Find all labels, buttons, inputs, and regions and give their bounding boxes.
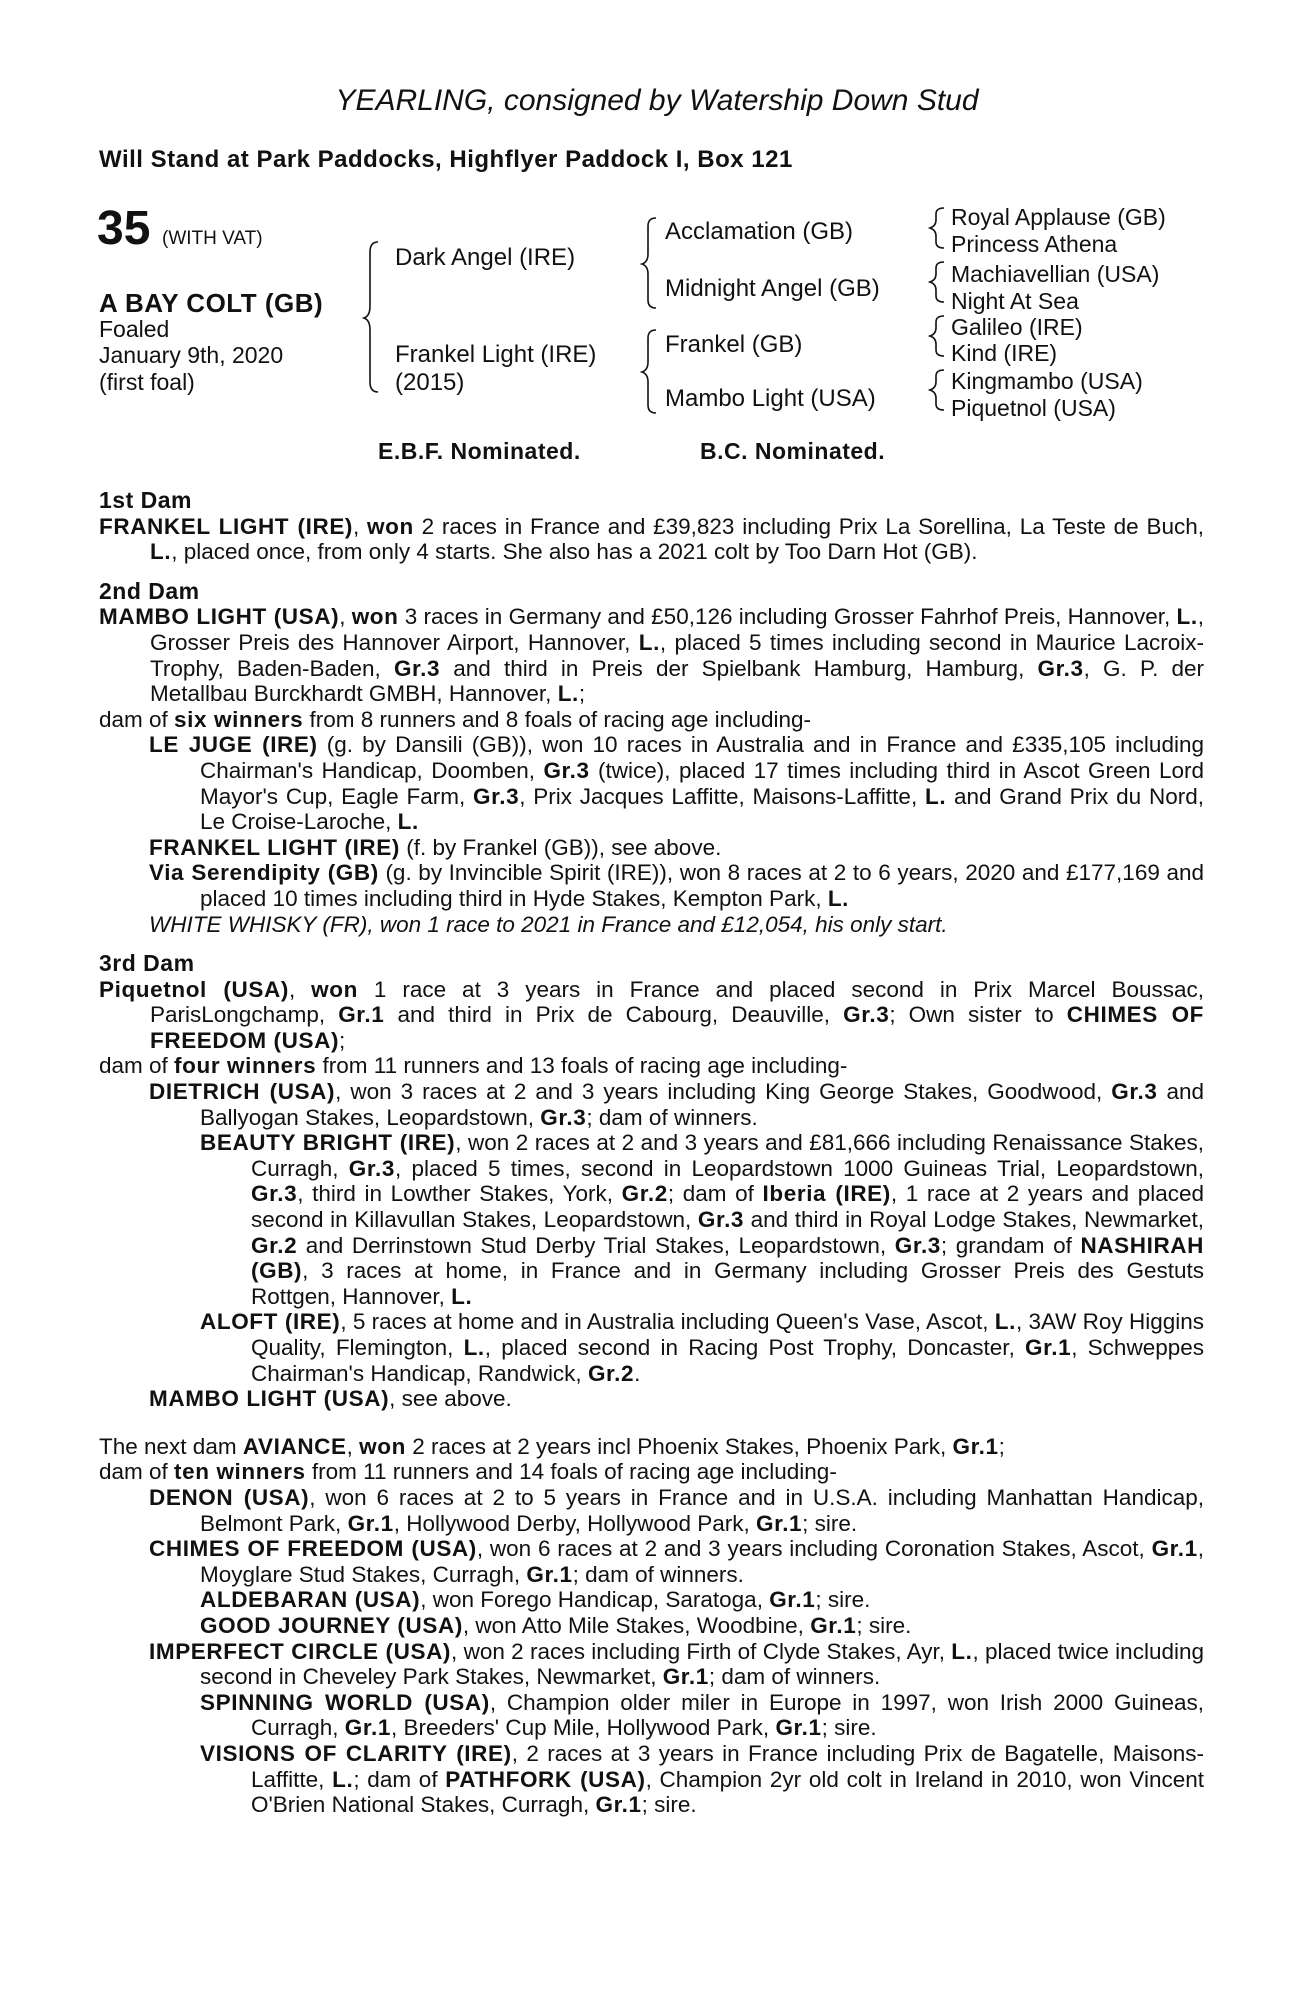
produce-entry: DENON (USA), won 6 races at 2 to 5 years in France and in U.S.A. including Manhattan Handicap, Belmont Park, Gr.1, Hollywood Derby, Hollywood Park, Gr.1; sire. xyxy=(149,1484,1204,1536)
pedigree-g3-4: Night At Sea xyxy=(951,288,1079,314)
produce-entry: Via Serendipity (GB) (g. by Invincible Spirit (IRE)), won 8 races at 2 to 6 years, 2020 and £177,169 and placed 10 times including third in Hyde Stakes, Kempton Park, L. xyxy=(149,860,1204,911)
produce-entry: ALOFT (IRE), 5 races at home and in Australia including Queen's Vase, Ascot, L., 3AW Roy Higgins Quality, Flemington, L., placed second in Racing Post Trophy, Doncaster, Gr.1, Schweppes Chairman's Handicap, Randwick, Gr.2. xyxy=(200,1309,1204,1386)
pedigree-g3-3: Machiavellian (USA) xyxy=(951,261,1160,287)
produce-entry: CHIMES OF FREEDOM (USA), won 6 races at 2 and 3 years including Coronation Stakes, Ascot, Gr.1, Moyglare Stud Stakes, Curragh, Gr.1; dam of winners. xyxy=(149,1536,1205,1587)
produce-entry: GOOD JOURNEY (USA), won Atto Mile Stakes, Woodbine, Gr.1; sire. xyxy=(200,1612,912,1638)
first-dam-heading: 1st Dam xyxy=(99,487,192,513)
second-dam-produce-summary: dam of six winners from 8 runners and 8 foals of racing age including- xyxy=(99,706,811,732)
pedigree-g3-2: Princess Athena xyxy=(951,231,1118,257)
pedigree-g3-7: Kingmambo (USA) xyxy=(951,368,1143,394)
pedigree-g3-1: Royal Applause (GB) xyxy=(951,204,1166,230)
pedigree-sire: Dark Angel (IRE) xyxy=(395,244,576,271)
pedigree-sire-sire: Acclamation (GB) xyxy=(665,218,854,245)
first-dam-entry: FRANKEL LIGHT (IRE), won 2 races in France and £39,823 including Prix La Sorellina, La Teste de Buch, L., placed once, from only 4 starts. She also has a 2021 colt by Too Darn Hot (GB). xyxy=(99,513,1204,565)
produce-entry: BEAUTY BRIGHT (IRE), won 2 races at 2 and 3 years and £81,666 including Renaissance Stakes, Curragh, Gr.3, placed 5 times, second in Leopardstown 1000 Guineas Trial, Leopardstown, Gr.3, third in Lowther Stakes, York, Gr.2; dam of Iberia (IRE), 1 race at 2 years and placed second in Killavullan Stakes, Leopardstown, Gr.3 and third in Royal Lodge Stakes, Newmarket, Gr.2 and Derrinstown Stud Derby Trial Stakes, Leopardstown, Gr.3; grandam of NASHIRAH (GB), 3 races at home, in France and in Germany including Grosser Preis des Gestuts Rottgen, Hannover, L. xyxy=(200,1130,1205,1309)
pedigree-g3-6: Kind (IRE) xyxy=(951,340,1058,366)
pedigree-g3-5: Galileo (IRE) xyxy=(951,314,1083,340)
second-dam-heading: 2nd Dam xyxy=(99,577,200,604)
third-dam-entry: Piquetnol (USA), won 1 race at 3 years in France and placed second in Prix Marcel Boussac, ParisLongchamp, Gr.1 and third in Prix de Cabourg, Deauville, Gr.3; Own sister to CHIMES OF FREEDOM (USA); xyxy=(99,976,1205,1053)
produce-record xyxy=(99,488,1204,1818)
next-dam-produce-summary: dam of ten winners from 11 runners and 14 foals of racing age including- xyxy=(99,1459,837,1485)
pedigree-sire-dam: Midnight Angel (GB) xyxy=(665,275,880,302)
produce-entry: VISIONS OF CLARITY (IRE), 2 races at 3 years in France including Prix de Bagatelle, Maisons-Laffitte, L.; dam of PATHFORK (USA), Champion 2yr old colt in Ireland in 2010, won Vincent O'Brien National Stakes, Curragh, Gr.1; sire. xyxy=(200,1740,1204,1818)
produce-entry: LE JUGE (IRE) (g. by Dansili (GB)), won 10 races in Australia and in France and £335,105 including Chairman's Handicap, Doomben, Gr.3 (twice), placed 17 times including third in Ascot Green Lord Mayor's Cup, Eagle Farm, Gr.3, Prix Jacques Laffitte, Maisons-Laffitte, L. and Grand Prix du Nord, Le Croise-Laroche, L. xyxy=(149,732,1204,835)
produce-entry: ALDEBARAN (USA), won Forego Handicap, Saratoga, Gr.1; sire. xyxy=(200,1587,871,1613)
pedigree-dam-sire: Frankel (GB) xyxy=(665,331,803,358)
produce-entry: WHITE WHISKY (FR), won 1 race to 2021 in France and £12,054, his only start. xyxy=(149,911,948,937)
catalogue-header: YEARLING, consigned by Watership Down Stud xyxy=(335,84,979,117)
next-dam-entry: The next dam AVIANCE, won 2 races at 2 years incl Phoenix Stakes, Phoenix Park, Gr.1; xyxy=(99,1433,1005,1459)
pedigree-dam-year: (2015) xyxy=(395,369,465,396)
lot-description: A BAY COLT (GB) xyxy=(99,288,324,318)
pedigree-dam: Frankel Light (IRE) xyxy=(395,341,597,368)
third-dam-heading: 3rd Dam xyxy=(99,950,195,977)
ebf-nomination: E.B.F. Nominated. xyxy=(378,438,581,464)
produce-entry: MAMBO LIGHT (USA), see above. xyxy=(149,1386,512,1412)
produce-entry: IMPERFECT CIRCLE (USA), won 2 races including Firth of Clyde Stakes, Ayr, L., placed twice including second in Cheveley Park Stakes, Newmarket, Gr.1; dam of winners. xyxy=(149,1638,1204,1690)
produce-entry: FRANKEL LIGHT (IRE) (f. by Frankel (GB)), see above. xyxy=(149,834,722,860)
third-dam-produce-summary: dam of four winners from 11 runners and 13 foals of racing age including- xyxy=(99,1053,848,1079)
second-dam-entry: MAMBO LIGHT (USA), won 3 races in Germany and £50,126 including Grosser Fahrhof Preis, Hannover, L., Grosser Preis des Hannover Airport, Hannover, L., placed 5 times including second in Maurice Lacroix-Trophy, Baden-Baden, Gr.3 and third in Preis der Spielbank Hamburg, Hamburg, Gr.3, G. P. der Metallbau Burckhardt GMBH, Hannover, L.; xyxy=(99,604,1205,707)
bc-nomination: B.C. Nominated. xyxy=(700,438,886,464)
pedigree-dam-dam: Mambo Light (USA) xyxy=(665,385,876,412)
foal-note: (first foal) xyxy=(99,369,195,395)
foaled-label: Foaled xyxy=(99,316,170,342)
stand-location: Will Stand at Park Paddocks, Highflyer Paddock I, Box 121 xyxy=(99,146,793,173)
produce-entry: DIETRICH (USA), won 3 races at 2 and 3 years including King George Stakes, Goodwood, Gr.3 and Ballyogan Stakes, Leopardstown, Gr.3; dam of winners. xyxy=(149,1079,1204,1130)
produce-entry: SPINNING WORLD (USA), Champion older miler in Europe in 1997, won Irish 2000 Guineas, Curragh, Gr.1, Breeders' Cup Mile, Hollywood Park, Gr.1; sire. xyxy=(200,1689,1204,1741)
pedigree-g3-8: Piquetnol (USA) xyxy=(951,395,1116,421)
lot-number: 35 xyxy=(97,202,151,255)
vat-note: (WITH VAT) xyxy=(162,228,263,249)
foaled-date: January 9th, 2020 xyxy=(99,342,284,368)
